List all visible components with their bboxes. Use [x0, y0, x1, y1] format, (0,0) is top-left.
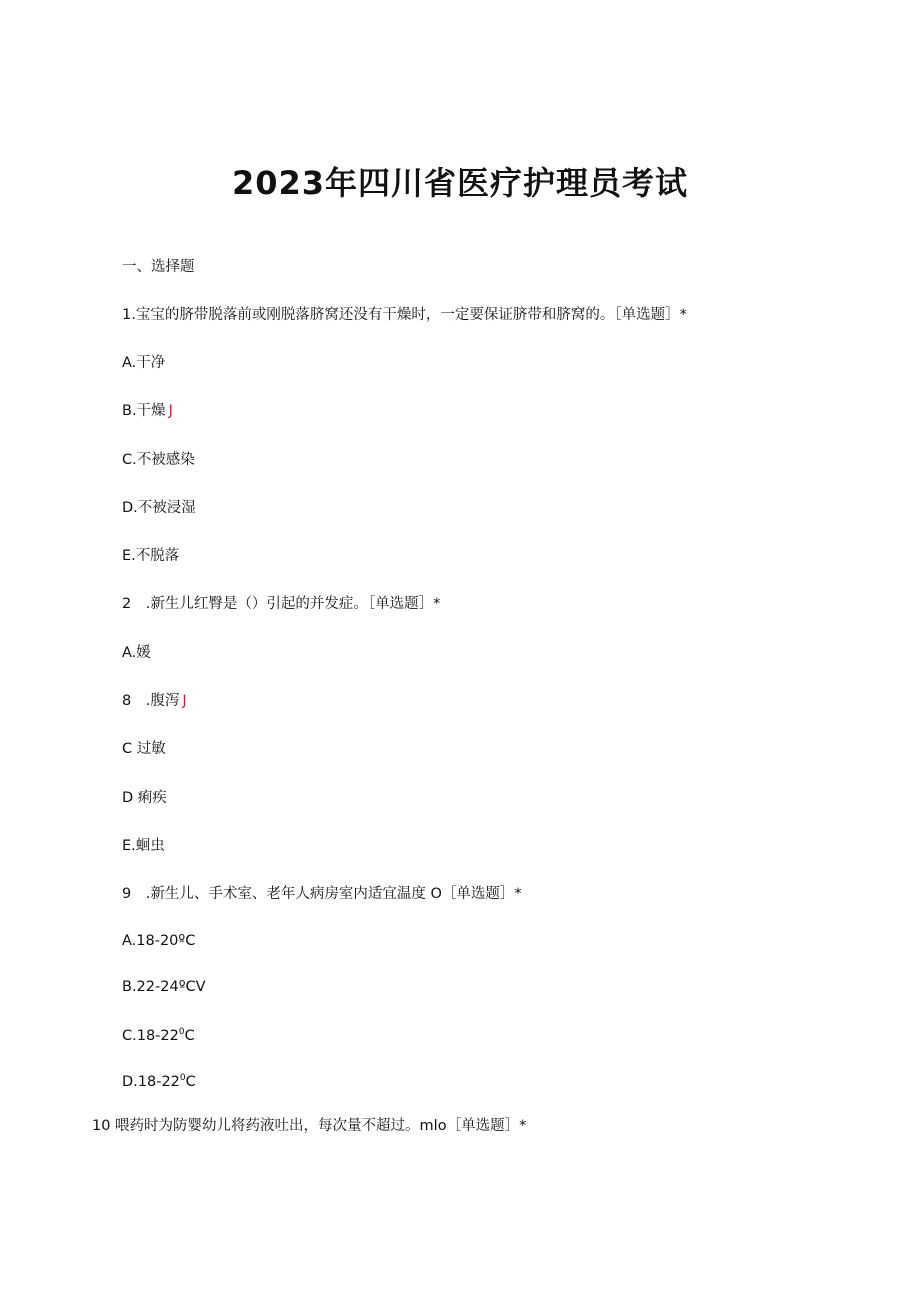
- option-text: A.干净: [122, 355, 166, 371]
- option-text: D.18-22: [122, 1074, 180, 1090]
- option-text: D.不被浸湿: [122, 500, 196, 516]
- question-2: [122, 594, 440, 614]
- option-text: D 痢疾: [122, 790, 167, 806]
- question-3: [122, 884, 522, 904]
- unit-text: C: [184, 1028, 195, 1044]
- question-2-text: 2 .新生儿红臀是（）引起的并发症。［单选题］*: [122, 596, 441, 612]
- option-text: E.不脱落: [122, 548, 180, 564]
- q1-option-d: [122, 498, 196, 518]
- q2-option-c: [122, 739, 166, 759]
- page-title: 2023年四川省医疗护理员考试: [231, 164, 689, 202]
- option-text: C 过敏: [122, 741, 166, 757]
- degree-superscript: 0: [178, 1027, 185, 1037]
- q1-option-c: [122, 450, 195, 470]
- option-text: 8 .腹泻: [122, 693, 180, 709]
- question-1-text: 1.宝宝的脐带脱落前或刚脱落脐窝还没有干燥时，一定要保证脐带和脐窝的。［单选题］*: [122, 307, 687, 323]
- question-1: [122, 305, 687, 325]
- q1-option-a: [122, 353, 165, 373]
- question-3-text: 9 .新生儿、手术室、老年人病房室内适宜温度 O［单选题］*: [122, 886, 522, 902]
- question-4-text: 10 喂药时为防婴幼儿将药液吐出，每次量不超过。mlo［单选题］*: [92, 1118, 527, 1134]
- option-text: C.18-22: [122, 1028, 179, 1044]
- option-text: B.干燥: [122, 403, 166, 419]
- q2-option-d: [122, 788, 167, 808]
- q3-option-d: [122, 1068, 196, 1092]
- option-text: B.22-24ºCV: [122, 979, 206, 995]
- q1-option-e: [122, 546, 179, 566]
- option-text: A.18-20ºC: [122, 933, 196, 949]
- correct-mark: J: [182, 693, 187, 709]
- q1-option-b: [122, 401, 173, 421]
- q2-option-a: [122, 643, 151, 663]
- q3-option-a: [122, 931, 195, 951]
- q3-option-c: [122, 1022, 195, 1046]
- q2-option-e: [122, 836, 165, 856]
- option-text: A.媛: [122, 645, 151, 661]
- option-text: C.不被感染: [122, 452, 195, 468]
- degree-superscript: 0: [179, 1073, 186, 1083]
- q3-option-b: [122, 977, 206, 997]
- correct-mark: J: [168, 403, 173, 419]
- unit-text: C: [185, 1074, 196, 1090]
- section-heading: 一、选择题: [122, 259, 195, 275]
- question-4: [92, 1116, 526, 1136]
- q2-option-b: [122, 691, 187, 711]
- option-text: E.蛔虫: [122, 838, 165, 854]
